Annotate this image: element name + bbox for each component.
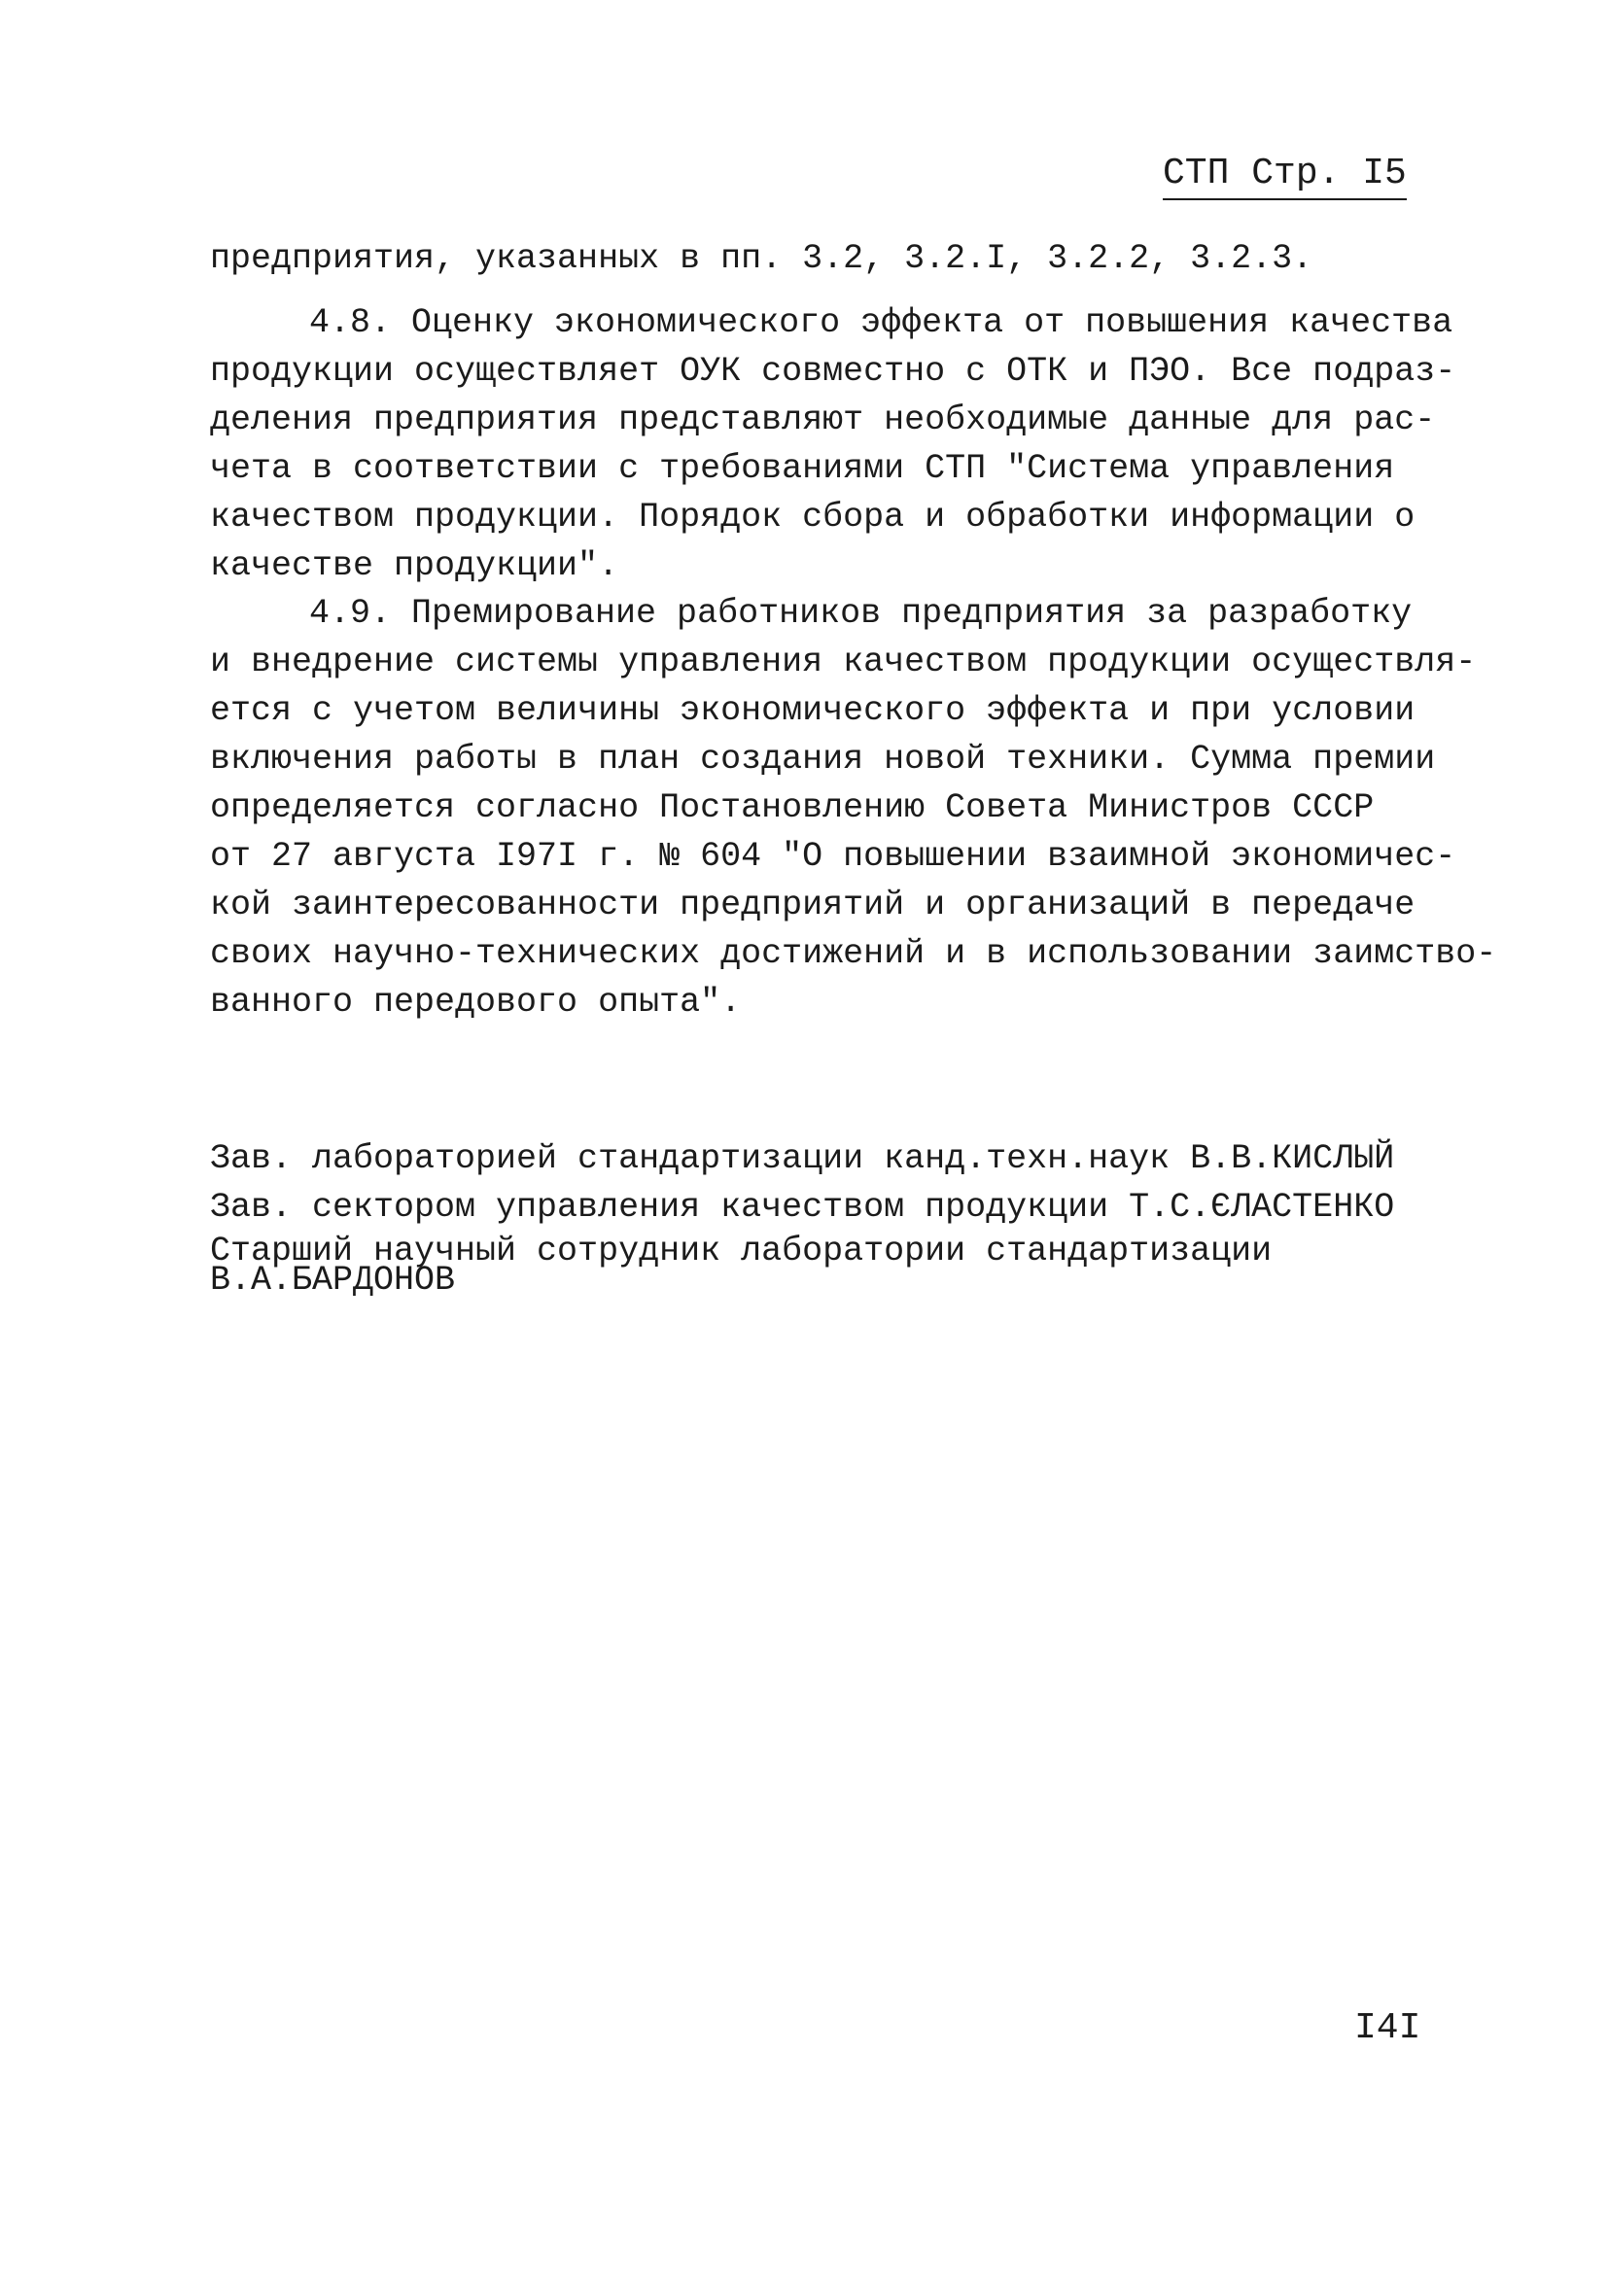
body-line: ется с учетом величины экономического эффекта и при условии xyxy=(210,691,1416,730)
body-line: продукции осуществляет ОУК совместно с ОТК и ПЭО. Все подраз- xyxy=(210,352,1456,391)
body-line: чета в соответствии с требованиями СТП "Система управления xyxy=(210,449,1395,488)
page-number: I4I xyxy=(1354,2007,1421,2049)
body-line: от 27 августа I97I г. № 604 "О повышении взаимной экономичес- xyxy=(210,837,1456,876)
signature-sector-head: Зав. сектором управления качеством продукции Т.С.ЄЛАСТЕНКО xyxy=(210,1188,1395,1227)
body-line: деления предприятия представляют необходимые данные для рас- xyxy=(210,400,1436,439)
signature-researcher-name: В.А.БАРДОНОВ xyxy=(210,1261,456,1300)
signature-lab-head: Зав. лабораторией стандартизации канд.техн.наук В.В.КИСЛЫЙ xyxy=(210,1139,1395,1178)
page-header: СТП Стр. I5 xyxy=(1163,152,1407,200)
body-line: кой заинтересованности предприятий и организаций в передаче xyxy=(210,886,1416,924)
signature-researcher-title: Старший научный сотрудник лаборатории стандартизации xyxy=(210,1232,1273,1270)
body-line: ванного передового опыта". xyxy=(210,983,742,1022)
body-line: качеством продукции. Порядок сбора и обработки информации о xyxy=(210,498,1416,537)
body-line: и внедрение системы управления качеством продукции осуществля- xyxy=(210,643,1477,681)
paragraph-4-9-start: 4.9. Премирование работников предприятия за разработку xyxy=(309,594,1413,633)
body-line: своих научно-технических достижений и в использовании заимство- xyxy=(210,934,1497,973)
body-line: предприятия, указанных в пп. 3.2, 3.2.I, 3.2.2, 3.2.3. xyxy=(210,239,1313,278)
body-line: качестве продукции". xyxy=(210,546,619,585)
paragraph-4-8-start: 4.8. Оценку экономического эффекта от повышения качества xyxy=(309,303,1453,342)
body-line: определяется согласно Постановлению Совета Министров СССР xyxy=(210,788,1375,827)
body-line: включения работы в план создания новой техники. Сумма премии xyxy=(210,740,1436,779)
